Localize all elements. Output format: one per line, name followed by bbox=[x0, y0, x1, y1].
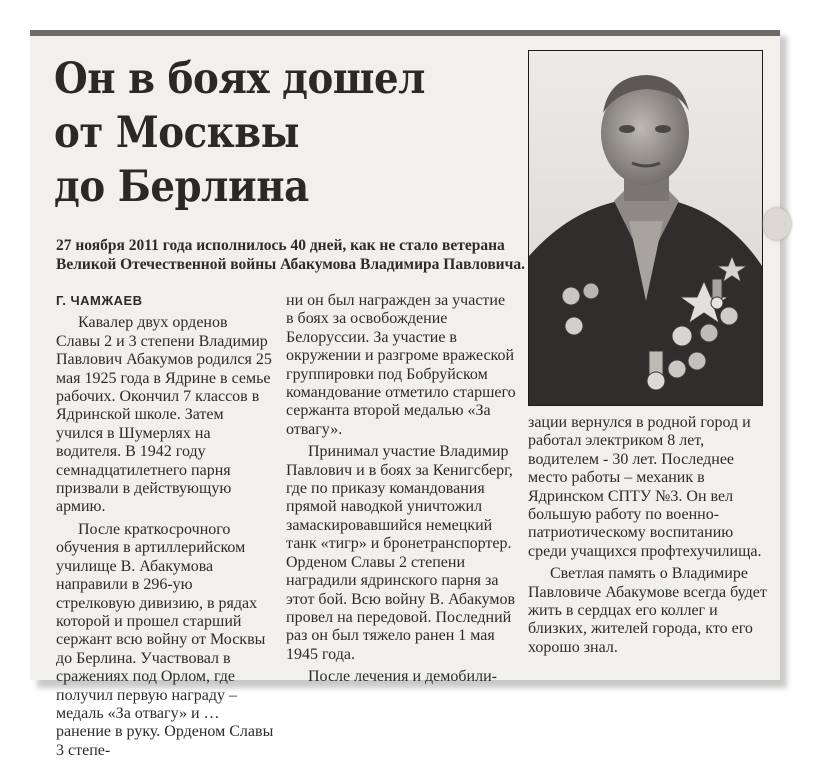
clipping-top-edge bbox=[30, 30, 780, 36]
headline-line: от Москвы bbox=[54, 108, 300, 158]
article-lead: 27 ноября 2011 года исполнилось 40 дней, как не стало ветерана Великой Отечественной войны Абакумова Владимира Павловича. bbox=[56, 237, 525, 273]
article-column-2 bbox=[286, 292, 516, 687]
veteran-portrait-photo bbox=[528, 50, 763, 406]
paragraph: После краткосрочного обучения в артиллерийском училище В. Абакумова направили в 296-ую стрелковую дивизию, в рядах которой и прошел старший сержант всю войну от Москвы до Берлина. Участвовал в сражениях под Орлом, где получил первую награду – медаль «За отвагу» и … ранение в руку. Орденом Славы 3 степе- bbox=[56, 520, 274, 759]
paragraph: Кавалер двух орденов Славы 2 и 3 степени Владимир Павлович Абакумов родился 25 мая 1925 года в Ядрине в семье рабочих. Окончил 7 классов в Ядринской школе. Затем учился в Шумерлях на водителя. В 1942 году семнадцатилетнего парня призвали в действующую армию. bbox=[56, 314, 272, 516]
article-headline bbox=[54, 52, 477, 214]
newspaper-clipping bbox=[30, 30, 780, 759]
author-byline: Г. ЧАМЖАЕВ bbox=[56, 293, 143, 308]
paragraph: зации вернулся в родной город и работал электриком 8 лет, водителем - 30 лет. Последнее место работы – механик в Ядринском СПТУ №3. Он вел большую работу по военно-патриотическому воспитанию среди учащихся профтехучилища. bbox=[528, 414, 762, 560]
paragraph: Принимал участие Владимир Павлович и в боях за Кенигсберг, где по приказу командования прямой наводкой уничтожил замаскировавшийся немецкий танк «тигр» и бронетранспортер. Орденом Славы 2 степени наградили ядринского парня за этот бой. Всю войну В. Абакумов провел на передовой. Последний раз он был тяжело ранен 1 мая 1945 года. bbox=[286, 443, 516, 663]
headline-line: Он в боях дошел bbox=[54, 54, 425, 104]
pushpin-mark bbox=[763, 208, 791, 240]
article-column-1 bbox=[56, 292, 274, 760]
article-column-3 bbox=[528, 414, 773, 657]
headline-line: до Берлина bbox=[54, 162, 309, 212]
paragraph: После лечения и демобили- bbox=[308, 668, 497, 686]
paragraph: ни он был награжден за участие в боях за освобождение Белоруссии. За участие в окружении и разгроме вражеской группировки под Бобруйском командование отметило старшего сержанта второй медалью «За отвагу». bbox=[286, 292, 516, 438]
paragraph: Светлая память о Владимире Павловиче Абакумове всегда будет жить в сердцах его коллег и близких, жителей города, кто его хорошо знал. bbox=[528, 565, 767, 656]
